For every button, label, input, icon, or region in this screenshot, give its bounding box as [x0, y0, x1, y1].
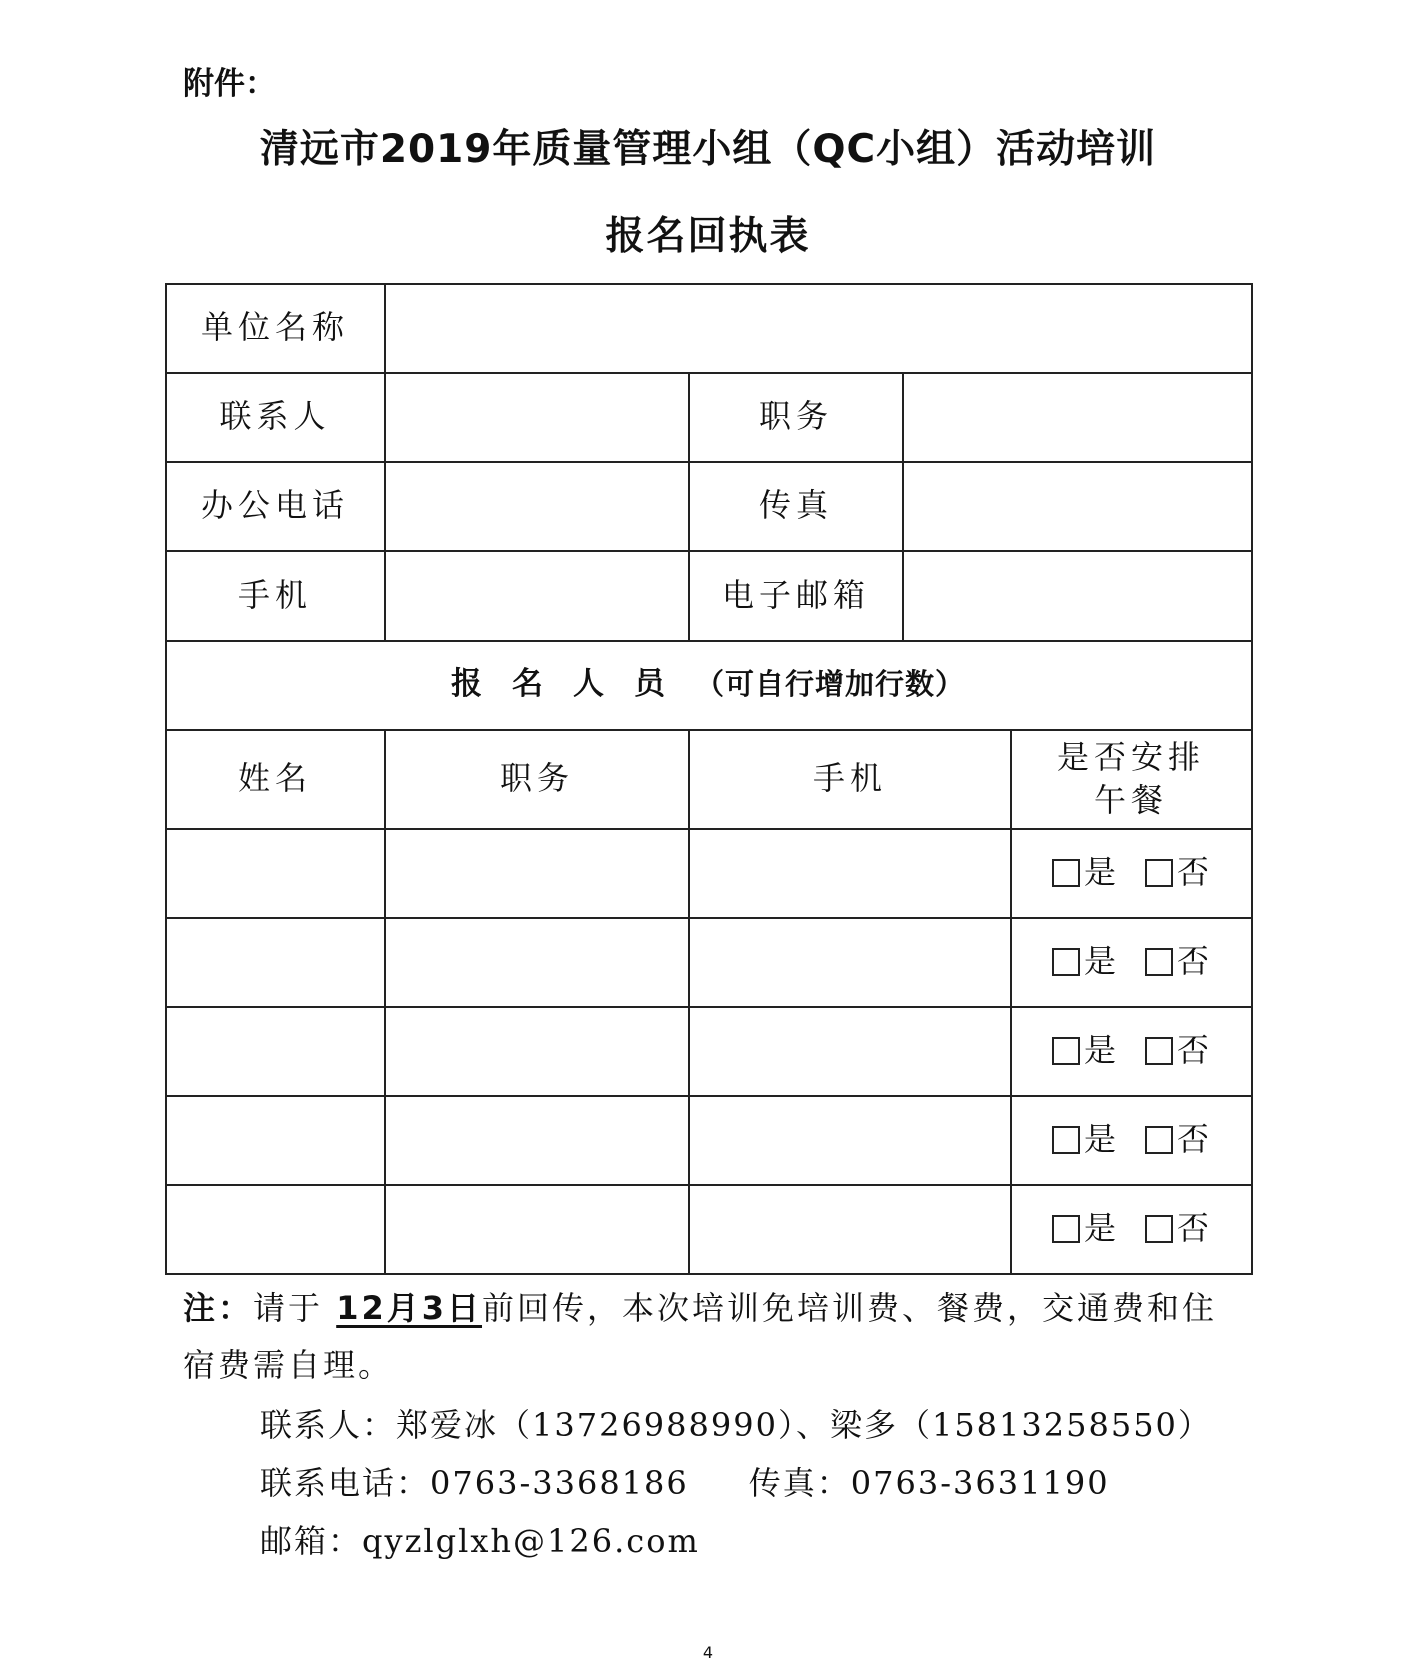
section-title-note: （可自行增加行数）: [694, 667, 965, 702]
contact-label: 联系人: [219, 397, 331, 436]
checkbox-icon[interactable]: [1145, 1215, 1173, 1243]
position-label: 职务: [758, 397, 833, 436]
lunch-no-label: 否: [1177, 1031, 1211, 1070]
checkbox-icon[interactable]: [1052, 859, 1080, 887]
contact-persons: 联系人：郑爱冰（13726988990）、梁多（15813258550）: [260, 1406, 1212, 1444]
checkbox-icon[interactable]: [1052, 1215, 1080, 1243]
row-mobile-cell[interactable]: [690, 918, 1010, 1006]
unit-name-label: 单位名称: [200, 308, 349, 347]
checkbox-icon[interactable]: [1145, 948, 1173, 976]
lunch-options: [1012, 829, 1250, 917]
email-field[interactable]: [904, 551, 1250, 640]
contact-fax: 传真：0763-3631190: [748, 1464, 1110, 1502]
note-deadline: 12月3日: [336, 1289, 483, 1327]
lunch-yes-label: 是: [1083, 1120, 1117, 1159]
row-position-cell[interactable]: [386, 1185, 688, 1273]
page-title: 清远市2019年质量管理小组（QC小组）活动培训: [259, 127, 1157, 172]
note-paragraph: [183, 1280, 1233, 1394]
table-line: [1251, 283, 1253, 1275]
lunch-no-option[interactable]: [1145, 851, 1210, 894]
lunch-yes-option[interactable]: [1052, 1029, 1117, 1072]
row-position-cell[interactable]: [386, 829, 688, 917]
lunch-yes-label: 是: [1083, 942, 1117, 981]
lunch-yes-label: 是: [1083, 853, 1117, 892]
page-number: 4: [702, 1643, 714, 1662]
lunch-no-label: 否: [1177, 1209, 1211, 1248]
email-label: 电子邮箱: [721, 575, 870, 614]
contact-field[interactable]: [386, 373, 688, 461]
checkbox-icon[interactable]: [1052, 1126, 1080, 1154]
mobile-label: 手机: [237, 575, 312, 614]
col-header-position: 职务: [499, 759, 574, 798]
contact-phone-fax: [260, 1458, 1110, 1504]
row-name-cell[interactable]: [166, 1185, 384, 1273]
attendees-section-title: [166, 641, 1250, 729]
col-header-mobile: 手机: [812, 759, 887, 798]
fax-label: 传真: [758, 486, 833, 525]
row-name-cell[interactable]: [166, 1096, 384, 1184]
row-name-cell[interactable]: [166, 918, 384, 1006]
checkbox-icon[interactable]: [1052, 1037, 1080, 1065]
row-position-cell[interactable]: [386, 1096, 688, 1184]
page-subtitle: 报名回执表: [605, 214, 811, 259]
lunch-options: [1012, 1096, 1250, 1184]
checkbox-icon[interactable]: [1145, 859, 1173, 887]
row-mobile-cell[interactable]: [690, 829, 1010, 917]
lunch-no-label: 否: [1177, 1120, 1211, 1159]
mobile-field[interactable]: [386, 551, 688, 640]
lunch-no-option[interactable]: [1145, 940, 1210, 983]
note-label: 注：: [183, 1289, 254, 1327]
checkbox-icon[interactable]: [1145, 1126, 1173, 1154]
col-header-lunch: 是否安排午餐: [1056, 737, 1205, 819]
lunch-no-option[interactable]: [1145, 1118, 1210, 1161]
lunch-yes-label: 是: [1083, 1031, 1117, 1070]
lunch-no-option[interactable]: [1145, 1029, 1210, 1072]
position-field[interactable]: [904, 373, 1250, 461]
lunch-no-label: 否: [1177, 853, 1211, 892]
row-mobile-cell[interactable]: [690, 1185, 1010, 1273]
fax-field[interactable]: [904, 462, 1250, 550]
lunch-options: [1012, 1007, 1250, 1095]
table-line: [165, 1273, 1253, 1275]
lunch-yes-option[interactable]: [1052, 1118, 1117, 1161]
note-text-before: 请于: [253, 1289, 324, 1327]
lunch-yes-option[interactable]: [1052, 1207, 1117, 1250]
lunch-options: [1012, 1185, 1250, 1273]
row-position-cell[interactable]: [386, 1007, 688, 1095]
checkbox-icon[interactable]: [1145, 1037, 1173, 1065]
lunch-yes-option[interactable]: [1052, 940, 1117, 983]
lunch-yes-label: 是: [1083, 1209, 1117, 1248]
lunch-no-label: 否: [1177, 942, 1211, 981]
contact-phone: 联系电话：0763-3368186: [260, 1464, 689, 1502]
row-mobile-cell[interactable]: [690, 1007, 1010, 1095]
col-header-name: 姓名: [237, 759, 312, 798]
attachment-label: 附件：: [183, 66, 276, 102]
note-text-after: 前回传，本次培训免培训费、餐费，交通费和住宿费需自理。: [183, 1289, 1218, 1384]
checkbox-icon[interactable]: [1052, 948, 1080, 976]
contact-email: 邮箱：qyzlglxh@126.com: [260, 1522, 700, 1560]
lunch-yes-option[interactable]: [1052, 851, 1117, 894]
office-phone-label: 办公电话: [200, 486, 349, 525]
row-mobile-cell[interactable]: [690, 1096, 1010, 1184]
row-position-cell[interactable]: [386, 918, 688, 1006]
row-name-cell[interactable]: [166, 829, 384, 917]
unit-name-field[interactable]: [386, 284, 1250, 372]
office-phone-field[interactable]: [386, 462, 688, 550]
row-name-cell[interactable]: [166, 1007, 384, 1095]
lunch-options: [1012, 918, 1250, 1006]
lunch-no-option[interactable]: [1145, 1207, 1210, 1250]
section-title-text: 报名人员: [450, 666, 695, 703]
